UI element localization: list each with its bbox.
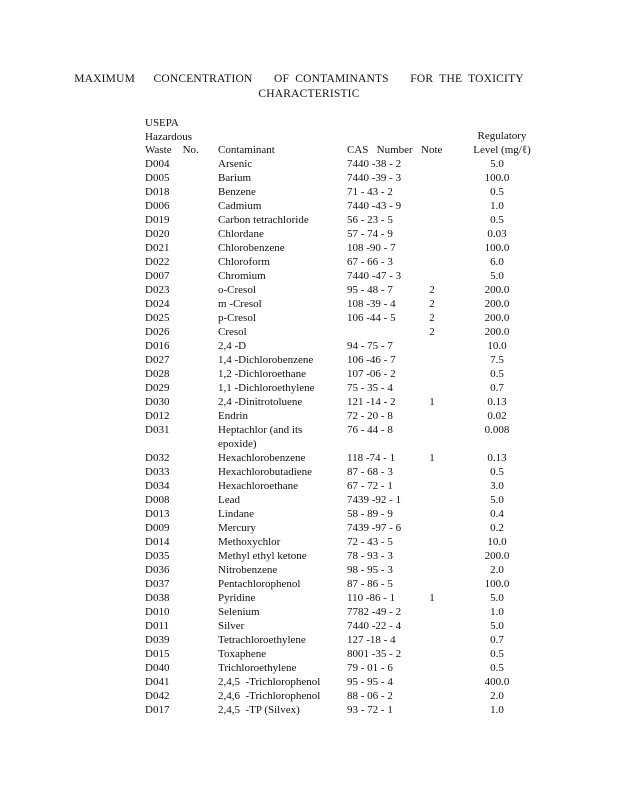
- contaminant-name-cell: [218, 521, 347, 535]
- contaminant-name-cell: [218, 703, 347, 717]
- contaminant-name-line: 2,4 -Dinitrotoluene: [218, 396, 303, 408]
- contaminant-name-cell: [218, 423, 347, 451]
- contaminant-name-cell: [218, 577, 347, 591]
- cas-number-cell: 8001 -35 - 2: [347, 648, 402, 660]
- regulatory-level-cell: 200.0: [484, 312, 510, 324]
- contaminant-name-cell: [218, 157, 347, 171]
- regulatory-level-cell: 5.0: [490, 620, 504, 632]
- cas-number-cell: 118 -74 - 1: [347, 452, 396, 464]
- contaminant-name-cell: [218, 297, 347, 311]
- note-cell: [417, 171, 447, 185]
- table-row: [145, 325, 547, 339]
- table-row: [145, 563, 547, 577]
- waste-code-cell: D036: [145, 564, 170, 576]
- table-row: [145, 185, 547, 199]
- note-cell: [417, 423, 447, 451]
- contaminant-name-line: Cresol: [218, 326, 247, 338]
- table-row: [145, 339, 547, 353]
- note-cell: [417, 605, 447, 619]
- table-row: [145, 619, 547, 633]
- contaminant-name-cell: [218, 311, 347, 325]
- note-cell: [417, 521, 447, 535]
- contaminant-name-line: Cadmium: [218, 200, 262, 212]
- table-row: [145, 311, 547, 325]
- waste-code-cell: D009: [145, 522, 170, 534]
- header-regulatory-line-1: Regulatory: [477, 130, 527, 142]
- table-row: [145, 353, 547, 367]
- regulatory-level-cell: 0.2: [490, 522, 504, 534]
- waste-code-cell: D020: [145, 228, 170, 240]
- waste-code-cell: D024: [145, 298, 170, 310]
- table-row: [145, 199, 547, 213]
- waste-code-cell: D005: [145, 172, 170, 184]
- table-row: [145, 381, 547, 395]
- waste-code-cell: D026: [145, 326, 170, 338]
- waste-code-cell: D017: [145, 704, 170, 716]
- contaminant-name-line: Chlordane: [218, 228, 264, 240]
- waste-code-cell: D039: [145, 634, 170, 646]
- note-cell: [417, 339, 447, 353]
- contaminant-name-cell: [218, 185, 347, 199]
- waste-code-cell: D016: [145, 340, 170, 352]
- contaminant-name-line: 2,4 -D: [218, 340, 247, 352]
- note-cell: [417, 213, 447, 227]
- note-cell: [417, 353, 447, 367]
- cas-number-cell: 110 -86 - 1: [347, 592, 396, 604]
- regulatory-level-cell: 100.0: [484, 578, 510, 590]
- contaminant-name-line: 2,4,5 -TP (Silvex): [218, 704, 300, 716]
- contaminant-name-line: Selenium: [218, 606, 260, 618]
- cas-number-cell: 88 - 06 - 2: [347, 690, 393, 702]
- header-regulatory-level: [452, 130, 552, 157]
- note-cell: [417, 647, 447, 661]
- note-cell: [417, 661, 447, 675]
- contaminant-name-line: Nitrobenzene: [218, 564, 278, 576]
- waste-code-cell: D033: [145, 466, 170, 478]
- contaminant-name-line: o-Cresol: [218, 284, 256, 296]
- contaminant-name-cell: [218, 395, 347, 409]
- table-row: [145, 703, 547, 717]
- table-row: [145, 451, 547, 465]
- cas-number-cell: 121 -14 - 2: [347, 396, 396, 408]
- cas-number-cell: 108 -39 - 4: [347, 298, 396, 310]
- regulatory-level-cell: 0.5: [490, 466, 504, 478]
- header-waste-line-3: Waste No.: [145, 144, 199, 156]
- contaminant-name-line: epoxide): [218, 438, 257, 450]
- waste-code-cell: D038: [145, 592, 170, 604]
- cas-number-cell: 7440 -38 - 2: [347, 158, 402, 170]
- waste-code-cell: D023: [145, 284, 170, 296]
- cas-number-cell: 7440 -22 - 4: [347, 620, 402, 632]
- note-cell: [417, 633, 447, 647]
- note-cell: [417, 549, 447, 563]
- waste-code-cell: D032: [145, 452, 170, 464]
- cas-number-cell: 71 - 43 - 2: [347, 186, 393, 198]
- note-cell: [417, 255, 447, 269]
- cas-number-cell: 67 - 66 - 3: [347, 256, 393, 268]
- waste-code-cell: D042: [145, 690, 170, 702]
- waste-code-cell: D006: [145, 200, 170, 212]
- contaminant-name-cell: [218, 353, 347, 367]
- contaminant-name-cell: [218, 591, 347, 605]
- contaminant-name-line: Hexachlorobenzene: [218, 452, 306, 464]
- table-row: [145, 297, 547, 311]
- regulatory-level-cell: 0.4: [490, 508, 504, 520]
- contaminant-name-line: 2,4,6 -Trichlorophenol: [218, 690, 321, 702]
- cas-number-cell: 7439 -92 - 1: [347, 494, 402, 506]
- cas-number-cell: 7440 -39 - 3: [347, 172, 402, 184]
- contaminant-name-cell: [218, 549, 347, 563]
- note-cell: 2: [429, 284, 435, 296]
- cas-number-cell: [347, 325, 417, 339]
- contaminant-name-cell: [218, 367, 347, 381]
- waste-code-cell: D021: [145, 242, 170, 254]
- contaminant-name-line: Toxaphene: [218, 648, 267, 660]
- waste-code-cell: D019: [145, 214, 170, 226]
- waste-code-cell: D010: [145, 606, 170, 618]
- contaminant-name-cell: [218, 227, 347, 241]
- contaminant-name-cell: [218, 269, 347, 283]
- cas-number-cell: 98 - 95 - 3: [347, 564, 393, 576]
- contaminant-name-line: Pyridine: [218, 592, 256, 604]
- cas-number-cell: 127 -18 - 4: [347, 634, 396, 646]
- contaminant-name-cell: [218, 409, 347, 423]
- waste-code-cell: D027: [145, 354, 170, 366]
- table-row: [145, 157, 547, 171]
- contaminant-name-cell: [218, 563, 347, 577]
- table-row: [145, 227, 547, 241]
- contaminant-name-cell: [218, 619, 347, 633]
- note-cell: [417, 535, 447, 549]
- regulatory-level-cell: 7.5: [490, 354, 504, 366]
- cas-number-cell: 87 - 68 - 3: [347, 466, 393, 478]
- table-row: [145, 521, 547, 535]
- contaminant-name-line: 1,1 -Dichloroethylene: [218, 382, 315, 394]
- regulatory-level-cell: 5.0: [490, 270, 504, 282]
- cas-number-cell: 58 - 89 - 9: [347, 508, 393, 520]
- waste-code-cell: D037: [145, 578, 170, 590]
- cas-number-cell: 72 - 43 - 5: [347, 536, 393, 548]
- regulatory-level-cell: 2.0: [490, 564, 504, 576]
- waste-code-cell: D041: [145, 676, 170, 688]
- table-row: [145, 409, 547, 423]
- table-row: [145, 465, 547, 479]
- table-row: [145, 549, 547, 563]
- contaminant-name-cell: [218, 535, 347, 549]
- contaminant-name-line: Trichloroethylene: [218, 662, 297, 674]
- contaminant-name-cell: [218, 381, 347, 395]
- note-cell: [417, 479, 447, 493]
- regulatory-level-cell: 1.0: [490, 704, 504, 716]
- cas-number-cell: 57 - 74 - 9: [347, 228, 393, 240]
- header-cas-number: CAS Number: [347, 144, 413, 156]
- contaminant-name-line: Methyl ethyl ketone: [218, 550, 307, 562]
- header-waste-line-2: Hazardous: [145, 130, 193, 143]
- table-row: [145, 255, 547, 269]
- cas-number-cell: 7440 -43 - 9: [347, 200, 402, 212]
- waste-code-cell: D030: [145, 396, 170, 408]
- regulatory-level-cell: 0.02: [487, 410, 507, 422]
- regulatory-level-cell: 0.7: [490, 634, 504, 646]
- note-cell: [417, 199, 447, 213]
- table-row: [145, 507, 547, 521]
- cas-number-cell: 108 -90 - 7: [347, 242, 396, 254]
- contaminant-name-line: Tetrachloroethylene: [218, 634, 306, 646]
- contaminant-name-line: Carbon tetrachloride: [218, 214, 309, 226]
- contaminant-name-line: Hexachlorobutadiene: [218, 466, 313, 478]
- table-row: [145, 605, 547, 619]
- contaminant-name-line: p-Cresol: [218, 312, 256, 324]
- regulatory-level-cell: 0.5: [490, 648, 504, 660]
- note-cell: 1: [429, 452, 435, 464]
- contaminant-name-line: m -Cresol: [218, 298, 262, 310]
- note-cell: [417, 563, 447, 577]
- cas-number-cell: 93 - 72 - 1: [347, 704, 393, 716]
- note-cell: [417, 157, 447, 171]
- regulatory-level-cell: 100.0: [484, 172, 510, 184]
- table-row: [145, 577, 547, 591]
- regulatory-level-cell: 6.0: [490, 256, 504, 268]
- cas-number-cell: 94 - 75 - 7: [347, 340, 393, 352]
- table-row: [145, 633, 547, 647]
- cas-number-cell: 72 - 20 - 8: [347, 410, 393, 422]
- note-cell: 2: [429, 298, 435, 310]
- cas-number-cell: 7440 -47 - 3: [347, 270, 402, 282]
- contaminant-name-cell: [218, 255, 347, 269]
- regulatory-level-cell: 5.0: [490, 158, 504, 170]
- regulatory-level-cell: 0.008: [484, 424, 510, 436]
- note-cell: 2: [429, 326, 435, 338]
- contaminant-name-line: Pentachlorophenol: [218, 578, 301, 590]
- regulatory-level-cell: 0.5: [490, 368, 504, 380]
- contaminant-name-line: Arsenic: [218, 158, 253, 170]
- regulatory-level-cell: 5.0: [490, 592, 504, 604]
- contaminant-name-cell: [218, 283, 347, 297]
- regulatory-level-cell: 2.0: [490, 690, 504, 702]
- contaminant-name-line: Benzene: [218, 186, 256, 198]
- waste-code-cell: D007: [145, 270, 170, 282]
- contaminant-name-line: Lead: [218, 494, 240, 506]
- cas-number-cell: 56 - 23 - 5: [347, 214, 393, 226]
- cas-number-cell: 106 -46 - 7: [347, 354, 396, 366]
- contaminant-name-cell: [218, 325, 347, 339]
- table-row: [145, 367, 547, 381]
- header-contaminant: Contaminant: [218, 144, 275, 156]
- regulatory-level-cell: 0.5: [490, 186, 504, 198]
- table-row: [145, 661, 547, 675]
- header-waste-number: [145, 117, 199, 158]
- note-cell: [417, 689, 447, 703]
- contaminant-name-line: Lindane: [218, 508, 255, 520]
- note-cell: [417, 367, 447, 381]
- contaminant-name-cell: [218, 507, 347, 521]
- note-cell: [417, 465, 447, 479]
- note-cell: 1: [429, 396, 435, 408]
- contaminant-name-line: 2,4,5 -Trichlorophenol: [218, 676, 321, 688]
- regulatory-level-cell: 5.0: [490, 494, 504, 506]
- contaminant-name-cell: [218, 171, 347, 185]
- table-row: [145, 283, 547, 297]
- contaminant-name-cell: [218, 689, 347, 703]
- contaminant-name-line: Endrin: [218, 410, 248, 422]
- cas-number-cell: 75 - 35 - 4: [347, 382, 393, 394]
- contaminant-name-cell: [218, 647, 347, 661]
- note-cell: [417, 493, 447, 507]
- table-row: [145, 479, 547, 493]
- contaminant-name-cell: [218, 675, 347, 689]
- note-cell: [417, 577, 447, 591]
- waste-code-cell: D035: [145, 550, 170, 562]
- contaminant-name-cell: [218, 213, 347, 227]
- note-cell: [417, 185, 447, 199]
- contaminant-name-line: Mercury: [218, 522, 256, 534]
- waste-code-cell: D022: [145, 256, 170, 268]
- document-title-line-1: MAXIMUM CONCENTRATION OF CONTAMINANTS FOR THE TOXICITY: [74, 73, 524, 85]
- cas-number-cell: 78 - 93 - 3: [347, 550, 393, 562]
- regulatory-level-cell: 0.03: [487, 228, 507, 240]
- table-row: [145, 171, 547, 185]
- table-row: [145, 591, 547, 605]
- regulatory-level-cell: 0.13: [487, 396, 507, 408]
- cas-number-cell: 79 - 01 - 6: [347, 662, 393, 674]
- header-waste-line-1: USEPA: [145, 117, 179, 129]
- regulatory-level-cell: 0.13: [487, 452, 507, 464]
- waste-code-cell: D008: [145, 494, 170, 506]
- cas-number-cell: 7439 -97 - 6: [347, 522, 402, 534]
- document-title-line-2: CHARACTERISTIC: [258, 88, 360, 100]
- regulatory-level-cell: 200.0: [484, 326, 510, 338]
- table-row: [145, 675, 547, 689]
- cas-number-cell: 87 - 86 - 5: [347, 578, 393, 590]
- cas-number-cell: 107 -06 - 2: [347, 368, 396, 380]
- header-note: Note: [421, 144, 443, 156]
- cas-number-cell: 67 - 72 - 1: [347, 480, 393, 492]
- waste-code-cell: D012: [145, 410, 170, 422]
- contaminant-name-line: Chromium: [218, 270, 266, 282]
- waste-code-cell: D004: [145, 158, 170, 170]
- cas-number-cell: 106 -44 - 5: [347, 312, 396, 324]
- note-cell: [417, 227, 447, 241]
- contaminants-table-body: [145, 157, 547, 717]
- note-cell: [417, 269, 447, 283]
- contaminants-table: [145, 157, 547, 717]
- header-regulatory-line-2: Level (mg/ℓ): [473, 143, 531, 156]
- table-row: [145, 241, 547, 255]
- waste-code-cell: D028: [145, 368, 170, 380]
- contaminant-name-cell: [218, 465, 347, 479]
- note-cell: [417, 507, 447, 521]
- cas-number-cell: 95 - 95 - 4: [347, 676, 393, 688]
- contaminant-name-line: Chlorobenzene: [218, 242, 285, 254]
- waste-code-cell: D029: [145, 382, 170, 394]
- contaminant-name-cell: [218, 451, 347, 465]
- table-row: [145, 535, 547, 549]
- table-row: [145, 493, 547, 507]
- regulatory-level-cell: 200.0: [484, 550, 510, 562]
- regulatory-level-cell: 400.0: [484, 676, 510, 688]
- cas-number-cell: 76 - 44 - 8: [347, 424, 393, 436]
- contaminant-name-line: 1,2 -Dichloroethane: [218, 368, 306, 380]
- table-row: [145, 647, 547, 661]
- regulatory-level-cell: 10.0: [487, 536, 507, 548]
- cas-number-cell: 95 - 48 - 7: [347, 284, 393, 296]
- contaminant-name-cell: [218, 199, 347, 213]
- waste-code-cell: D013: [145, 508, 170, 520]
- regulatory-level-cell: 200.0: [484, 284, 510, 296]
- contaminant-name-cell: [218, 479, 347, 493]
- waste-code-cell: D015: [145, 648, 170, 660]
- contaminant-name-cell: [218, 661, 347, 675]
- contaminant-name-line: Barium: [218, 172, 251, 184]
- table-row: [145, 689, 547, 703]
- contaminant-name-line: Silver: [218, 620, 245, 632]
- note-cell: 1: [429, 592, 435, 604]
- waste-code-cell: D014: [145, 536, 170, 548]
- note-cell: [417, 381, 447, 395]
- note-cell: 2: [429, 312, 435, 324]
- note-cell: [417, 703, 447, 717]
- regulatory-level-cell: 3.0: [490, 480, 504, 492]
- regulatory-level-cell: 0.5: [490, 214, 504, 226]
- table-row: [145, 423, 547, 451]
- regulatory-level-cell: 0.5: [490, 662, 504, 674]
- waste-code-cell: D040: [145, 662, 170, 674]
- contaminant-name-cell: [218, 633, 347, 647]
- waste-code-cell: D025: [145, 312, 170, 324]
- waste-code-cell: D018: [145, 186, 170, 198]
- table-row: [145, 213, 547, 227]
- regulatory-level-cell: 200.0: [484, 298, 510, 310]
- table-row: [145, 269, 547, 283]
- contaminant-name-line: Methoxychlor: [218, 536, 281, 548]
- contaminant-name-cell: [218, 339, 347, 353]
- regulatory-level-cell: 10.0: [487, 340, 507, 352]
- regulatory-level-cell: 1.0: [490, 200, 504, 212]
- contaminant-name-line: Chloroform: [218, 256, 270, 268]
- note-cell: [417, 675, 447, 689]
- regulatory-level-cell: 0.7: [490, 382, 504, 394]
- note-cell: [417, 409, 447, 423]
- regulatory-level-cell: 1.0: [490, 606, 504, 618]
- waste-code-cell: D011: [145, 620, 170, 632]
- table-row: [145, 395, 547, 409]
- waste-code-cell: D034: [145, 480, 170, 492]
- note-cell: [417, 619, 447, 633]
- regulatory-level-cell: 100.0: [484, 242, 510, 254]
- waste-code-cell: D031: [145, 424, 170, 436]
- cas-number-cell: 7782 -49 - 2: [347, 606, 402, 618]
- contaminant-name-cell: [218, 493, 347, 507]
- contaminant-name-cell: [218, 605, 347, 619]
- note-cell: [417, 241, 447, 255]
- contaminant-name-line: 1,4 -Dichlorobenzene: [218, 354, 314, 366]
- contaminant-name-line: Hexachloroethane: [218, 480, 299, 492]
- contaminant-name-cell: [218, 241, 347, 255]
- contaminant-name-line: Heptachlor (and its: [218, 424, 303, 436]
